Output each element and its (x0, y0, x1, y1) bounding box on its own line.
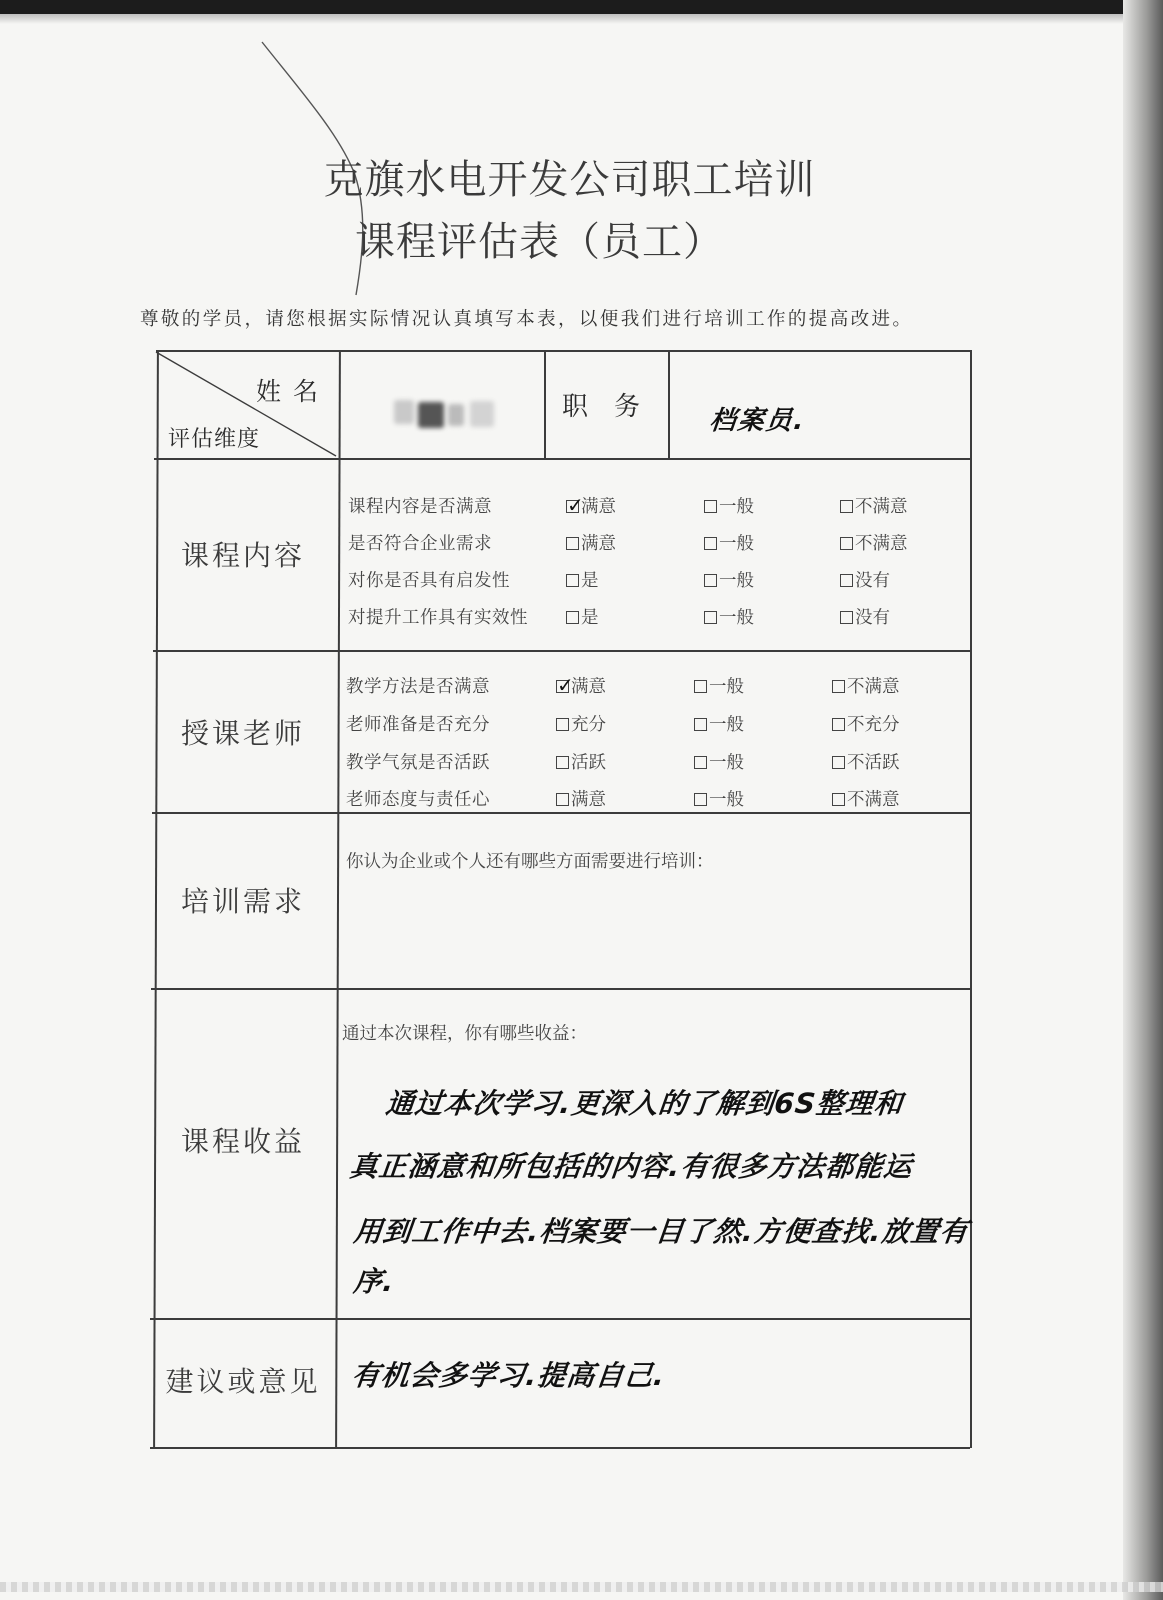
course-gains-prompt: 通过本次课程，你有哪些收益： (342, 1024, 587, 1044)
question-text: 课程内容是否满意 (348, 497, 492, 517)
option[interactable]: 是 (566, 604, 599, 629)
option[interactable]: 是 (566, 567, 599, 592)
option[interactable]: 一般 (704, 530, 754, 555)
option[interactable]: 不满意 (832, 786, 900, 811)
question-row (346, 673, 946, 695)
evaluation-form-table (150, 350, 972, 1449)
question-text: 对你是否具有启发性 (348, 571, 510, 591)
row-divider (151, 988, 972, 990)
checkbox-icon (566, 574, 579, 587)
question-text: 对提升工作具有实效性 (348, 608, 528, 628)
position-value: 档案员. (708, 406, 808, 436)
category-course-content: 课程内容 (180, 539, 305, 572)
suggestions-answer: 有机会多学习.提高自己. (350, 1359, 667, 1392)
option[interactable]: 一般 (694, 786, 744, 811)
checkbox-icon (694, 756, 707, 769)
question-row (348, 567, 948, 589)
checkbox-icon (832, 756, 845, 769)
checkbox-icon (566, 611, 579, 624)
question-text: 老师准备是否充分 (346, 715, 490, 735)
name-label: 姓名 (256, 377, 331, 406)
course-gains-answer-line: 序. (352, 1265, 397, 1298)
header-divider (544, 350, 546, 458)
checkbox-icon (832, 793, 845, 806)
question-text: 教学方法是否满意 (346, 677, 490, 697)
checkbox-icon (840, 537, 853, 550)
question-row (348, 530, 948, 552)
checkbox-icon (556, 673, 574, 697)
option[interactable]: 一般 (694, 711, 744, 736)
question-row (348, 493, 948, 515)
checkbox-icon (694, 793, 707, 806)
redacted-name (390, 396, 500, 428)
intro-text: 尊敬的学员，请您根据实际情况认真填写本表，以便我们进行培训工作的提高改进。 (140, 309, 914, 330)
option[interactable]: 充分 (556, 711, 606, 736)
option-checked[interactable]: ✓ 满意 (567, 493, 616, 517)
option[interactable]: 活跃 (556, 749, 606, 774)
position-label: 职务 (562, 392, 667, 422)
checkbox-icon (840, 500, 853, 513)
option[interactable]: 不满意 (832, 673, 900, 698)
checkbox-icon (704, 611, 717, 624)
row-divider (150, 1318, 971, 1320)
checkbox-icon (556, 756, 569, 769)
course-gains-answer-line: 通过本次学习.更深入的了解到6S整理和 (384, 1087, 905, 1120)
option[interactable]: 不充分 (832, 711, 900, 736)
checkmark-icon: ✓ (567, 493, 584, 517)
option[interactable]: 不满意 (840, 493, 908, 518)
question-row (346, 711, 946, 733)
question-text: 教学气氛是否活跃 (346, 753, 490, 773)
option[interactable]: 不满意 (840, 530, 908, 555)
training-needs-prompt: 你认为企业或个人还有哪些方面需要进行培训： (346, 852, 714, 872)
option[interactable]: 一般 (704, 493, 754, 518)
course-gains-answer-line: 真正涵意和所包括的内容.有很多方法都能运 (348, 1150, 915, 1183)
checkbox-icon (556, 793, 569, 806)
question-row (346, 786, 946, 808)
row-divider (152, 812, 972, 814)
option[interactable]: 不活跃 (832, 749, 900, 774)
question-text: 老师态度与责任心 (346, 790, 490, 810)
row-divider (153, 650, 972, 652)
checkbox-icon (694, 718, 707, 731)
checkbox-icon (704, 537, 717, 550)
checkbox-icon (704, 500, 717, 513)
option[interactable]: 一般 (704, 567, 754, 592)
document-title-line2: 课程评估表（员工） (355, 219, 724, 265)
checkmark-icon: ✓ (557, 673, 574, 697)
table-border-right (970, 350, 972, 1448)
checkbox-icon (566, 493, 584, 517)
checkbox-icon (840, 574, 853, 587)
checkbox-icon (832, 680, 845, 693)
category-training-needs: 培训需求 (180, 885, 305, 918)
category-course-gains: 课程收益 (180, 1125, 305, 1158)
option[interactable]: 一般 (694, 749, 744, 774)
option-checked[interactable]: ✓ 满意 (557, 673, 606, 697)
dimension-label: 评估维度 (168, 427, 261, 452)
question-text: 是否符合企业需求 (348, 534, 492, 554)
option[interactable]: 没有 (840, 567, 890, 592)
question-row (346, 749, 946, 771)
course-gains-answer-line: 用到工作中去.档案要一目了然.方便查找.放置有 (352, 1215, 971, 1248)
option[interactable]: 满意 (566, 530, 616, 555)
checkbox-icon (840, 611, 853, 624)
checkbox-icon (556, 718, 569, 731)
document-title-line1: 克旗水电开发公司职工培训 (323, 157, 816, 203)
header-divider (668, 350, 670, 458)
category-instructor: 授课老师 (180, 717, 305, 750)
checkbox-icon (566, 537, 579, 550)
option[interactable]: 一般 (704, 604, 754, 629)
checkbox-icon (832, 718, 845, 731)
option[interactable]: 一般 (694, 673, 744, 698)
option[interactable]: 满意 (556, 786, 606, 811)
category-suggestions: 建议或意见 (165, 1365, 321, 1398)
option[interactable]: 没有 (840, 604, 890, 629)
checkbox-icon (704, 574, 717, 587)
question-row (348, 604, 948, 626)
table-border-bottom (150, 1447, 970, 1449)
checkbox-icon (694, 680, 707, 693)
